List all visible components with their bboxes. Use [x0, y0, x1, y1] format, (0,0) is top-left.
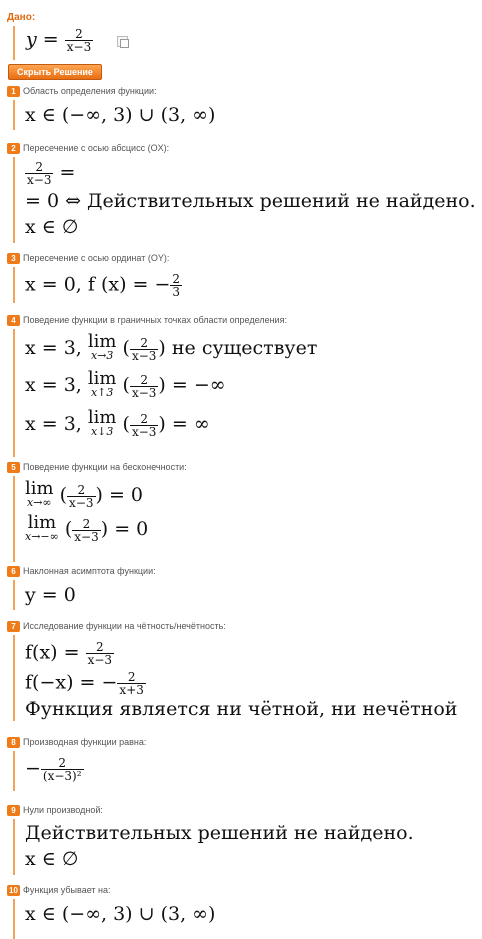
given-label: Дано: — [7, 12, 36, 23]
step-title: Поведение функции на бесконечности: — [23, 462, 187, 472]
step-bar — [13, 751, 15, 791]
given-equation — [26, 28, 93, 53]
limit: lim x→−∞ — [25, 512, 59, 543]
step-bar — [13, 635, 15, 721]
step-formula: x ∈ (−∞, 3) ∪ (3, ∞) — [25, 903, 216, 925]
step-title: Пересечение с осью ординат (OY): — [23, 253, 170, 263]
limit-row: x = 3, lim x→3 ( $\frac{2}{x-3}$ ) не существует — [25, 331, 318, 363]
given-bar — [13, 26, 15, 60]
fraction: $\frac{2}{x-3}$ — [69, 482, 94, 510]
step-title: Область определения функции: — [23, 86, 157, 96]
hide-solution-button[interactable]: Скрыть Решение — [8, 64, 102, 80]
step-formula: − $\frac{2}{\text{(x−3)²}}$ — [25, 756, 82, 783]
step-number: 1 — [7, 86, 20, 97]
step-title: Поведение функции в граничных точках области определения: — [23, 315, 287, 325]
limit-row: lim x→−∞ ( $\frac{2}{x-3}$ ) = 0 — [25, 512, 149, 544]
step-bar — [13, 899, 15, 939]
fraction: $\frac{2}{3}$ — [172, 272, 181, 299]
step-number: 4 — [7, 315, 20, 326]
given-frac-den: x−3 — [66, 40, 92, 54]
limit: lim x↓3 — [87, 407, 117, 438]
step-title: Наклонная асимптота функции: — [23, 566, 156, 576]
step-number: 3 — [7, 253, 20, 264]
step-title: Исследование функции на чётность/нечётность: — [23, 621, 226, 631]
step-title: Производная функции равна: — [23, 737, 147, 747]
fraction: $\frac{2}{x-3}$ — [131, 335, 157, 363]
fraction: $\frac{2}{x-3}$ — [87, 640, 113, 667]
step-formula: x ∈ ∅ — [25, 848, 79, 870]
step-bar — [13, 267, 15, 303]
fraction: $\frac{2}{x-3}$ — [131, 372, 157, 400]
limit-row: lim x→∞ ( $\frac{2}{x-3}$ ) = 0 — [25, 478, 144, 510]
limit: lim x→3 — [87, 331, 117, 362]
step-title: Нули производной: — [23, 805, 103, 815]
step-bar — [13, 157, 15, 243]
step-bar — [13, 580, 15, 610]
fraction: $\frac{2}{x-3}$ — [27, 160, 52, 187]
step-formula: Функция является ни чётной, ни нечётной — [25, 698, 458, 720]
step-formula: x ∈ (−∞, 3) ∪ (3, ∞) — [25, 104, 216, 126]
step-number: 9 — [7, 805, 20, 816]
fraction: $\frac{2}{x+3}$ — [119, 670, 144, 697]
step-formula: f(x) = $\frac{2}{x-3}$ — [25, 640, 113, 667]
step-formula: = 0 ⇔ Действительных решений не найдено. — [25, 190, 476, 212]
step-formula: Действительных решений не найдено. — [25, 822, 414, 844]
step-number: 8 — [7, 737, 20, 748]
given-lhs: y = — [26, 28, 59, 51]
fraction: $\frac{2}{x-3}$ — [131, 411, 157, 439]
copy-icon[interactable] — [117, 36, 128, 47]
limit: lim x→∞ — [25, 478, 54, 509]
limit: lim x↑3 — [87, 368, 117, 399]
step-formula: x = 0, f (x) = − $\frac{2}{3}$ — [25, 272, 181, 299]
step-formula: $\frac{2}{x-3}$ = — [27, 160, 76, 187]
fraction: $\frac{2}{x-3}$ — [74, 516, 99, 544]
step-title: Функция убывает на: — [23, 885, 111, 895]
step-number: 7 — [7, 621, 20, 632]
step-number: 6 — [7, 566, 20, 577]
step-formula: y = 0 — [25, 584, 76, 606]
step-number: 10 — [7, 885, 20, 896]
step-formula: x ∈ ∅ — [25, 216, 79, 238]
step-bar — [13, 100, 15, 130]
step-bar — [13, 329, 15, 457]
step-formula: f(−x) = − $\frac{2}{x+3}$ — [25, 670, 144, 697]
step-title: Пересечение с осью абсцисс (OX): — [23, 143, 170, 153]
limit-row: x = 3, lim x↓3 ( $\frac{2}{x-3}$ ) = ∞ — [25, 407, 210, 439]
step-bar — [13, 476, 15, 562]
given-fraction — [65, 28, 93, 53]
given-frac-num: 2 — [65, 28, 93, 41]
step-number: 5 — [7, 462, 20, 473]
step-number: 2 — [7, 143, 20, 154]
step-bar — [13, 819, 15, 875]
limit-row: x = 3, lim x↑3 ( $\frac{2}{x-3}$ ) = −∞ — [25, 368, 226, 400]
fraction: $\frac{2}{\text{(x−3)²}}$ — [42, 756, 82, 783]
